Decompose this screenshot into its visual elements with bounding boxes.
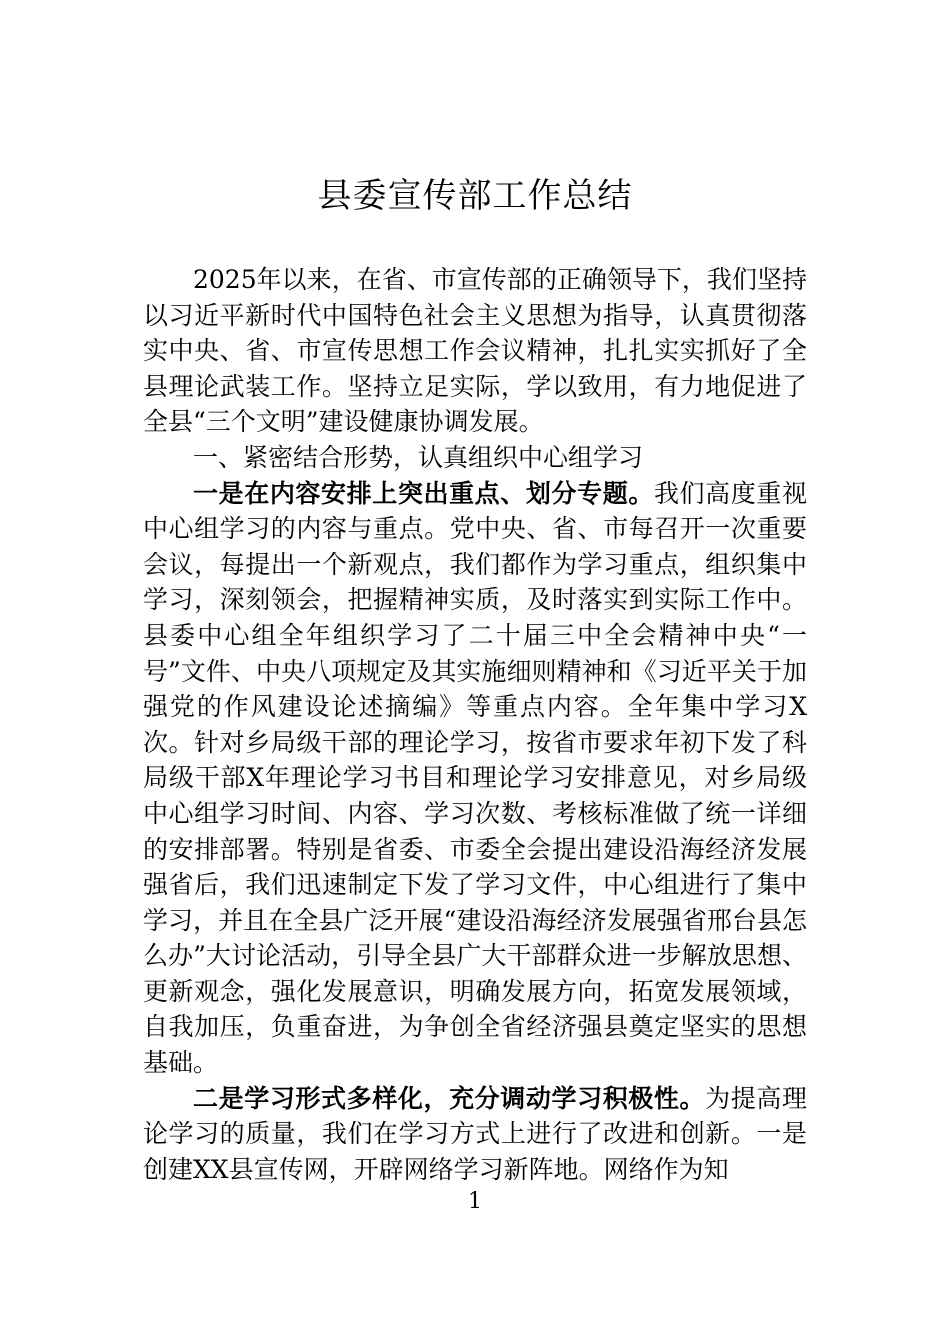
paragraph-two-lead: 二是学习形式多样化，充分调动学习积极性。 [193, 1083, 706, 1113]
document-body [143, 262, 807, 1187]
paragraph-one-body: 我们高度重视中心组学习的内容与重点。党中央、省、市每召开一次重要会议，每提出一个新观点，我们都作为学习重点，组织集中学习，深刻领会，把握精神实质，及时落实到实际工作中。县委中心组全年组织学习了二十届三中全会精神中央“一号”文件、中央八项规定及其实施细则精神和《习近平关于加强党的作风建设论述摘编》等重点内容。全年集中学习X次。针对乡局级干部的理论学习，按省市要求年初下发了科局级干部X年理论学习书目和理论学习安排意见，对乡局级中心组学习时间、内容、学习次数、考核标准做了统一详细的安排部署。特别是省委、市委全会提出建设沿海经济发展强省后，我们迅速制定下发了学习文件，中心组进行了集中学习，并且在全县广泛开展“建设沿海经济发展强省邢台县怎么办”大讨论活动，引导全县广大干部群众进一步解放思想、更新观念，强化发展意识，明确发展方向，拓宽发展领域，自我加压，负重奋进，为争创全省经济强县奠定坚实的思想基础。 [143, 478, 807, 1078]
paragraph-two [143, 1081, 807, 1188]
page-number: 1 [468, 1189, 482, 1214]
paragraph-one [143, 476, 807, 1081]
document-title: 县委宣传部工作总结 [317, 176, 633, 216]
intro-paragraph: 2025年以来，在省、市宣传部的正确领导下，我们坚持以习近平新时代中国特色社会主义思想为指导，认真贯彻落实中央、省、市宣传思想工作会议精神，扎扎实实抓好了全县理论武装工作。坚持立足实际，学以致用，有力地促进了全县“三个文明”建设健康协调发展。 [143, 265, 807, 437]
section-heading: 一、紧密结合形势，认真组织中心组学习 [193, 442, 644, 472]
paragraph-one-lead: 一是在内容安排上突出重点、划分专题。 [193, 478, 654, 508]
paragraph-two-body: 为提高理论学习的质量，我们在学习方式上进行了改进和创新。一是创建XX县宣传网，开辟网络学习新阵地。网络作为知 [143, 1083, 807, 1184]
